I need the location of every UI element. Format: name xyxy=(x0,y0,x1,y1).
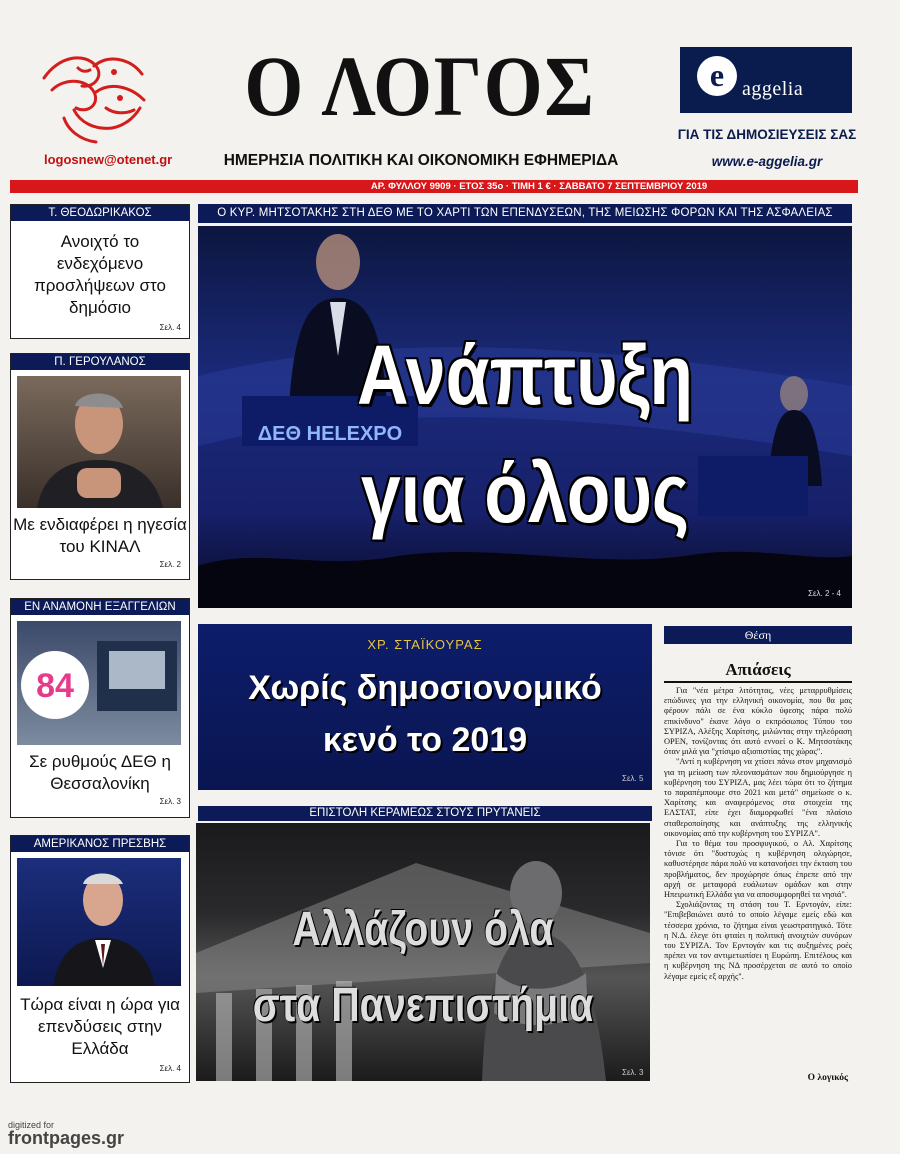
kerameos-kicker: ΕΠΙΣΤΟΛΗ ΚΕΡΑΜΕΩΣ ΣΤΟΥΣ ΠΡΥΤΑΝΕΙΣ xyxy=(198,806,652,821)
page-ref: Σελ. 3 xyxy=(159,797,181,806)
left-story-kicker: Τ. ΘΕΟΔΩΡΙΚΑΚΟΣ xyxy=(11,205,189,221)
e-aggelia-tagline: ΓΙΑ ΤΙΣ ΔΗΜΟΣΙΕΥΣΕΙΣ ΣΑΣ xyxy=(677,127,857,142)
digitized-label: digitized for xyxy=(8,1120,55,1130)
editorial-signature: Ο λογικός xyxy=(807,1073,848,1083)
page-ref: Σελ. 4 xyxy=(159,323,181,332)
divider xyxy=(664,681,852,683)
ambassador-photo xyxy=(17,858,181,986)
page-ref: Σελ. 3 xyxy=(622,1068,644,1077)
editorial-paragraph: Για "νέα μέτρα λιτότητας, νέες μεταρρυθμίσεις επώδυνες για την ελληνική οικονομία, που θα μας φέρουν πάλι σε ένα κύκλο ύφεσης πάρα πολύ επικίνδυνο" έκανε λόγο ο εκπρόσωπος Τύπου του ΣΥΡΙΖΑ, Αλέξης Χαρίτσης, μιλώντας στην τηλεόραση OPEN, τονίζοντας ότι αυτό εννοεί ο Κ. Μητσοτάκης όταν μιλά για "χτίσιμο αξιοπιστίας της χώρας". xyxy=(664,686,852,757)
page-ref: Σελ. 2 xyxy=(159,560,181,569)
source-site[interactable]: frontpages.gr xyxy=(8,1128,125,1148)
contact-email[interactable]: logosnew@otenet.gr xyxy=(44,152,173,167)
staikouras-headline-line2[interactable]: κενό το 2019 xyxy=(322,721,528,759)
e-aggelia-logo-icon: e xyxy=(697,56,737,96)
staikouras-kicker: ΧΡ. ΣΤΑΪΚΟΥΡΑΣ xyxy=(367,637,483,652)
left-story-title: Με ενδιαφέρει η ηγεσία του ΚΙΝΑΛ xyxy=(13,515,187,556)
masthead: Ο ΛΟΓΟΣ xyxy=(244,38,596,134)
left-story-kicker: Π. ΓΕΡΟΥΛΑΝΟΣ xyxy=(11,354,189,370)
left-story-3[interactable] xyxy=(10,598,190,818)
editorial-body xyxy=(664,686,852,982)
thessaloniki-photo xyxy=(17,621,181,745)
editorial-section: Θέση xyxy=(664,626,852,644)
editorial-paragraph: Σχολιάζοντας τη στάση του Τ. Ερντογάν, είπε: "Επιβεβαιώνει αυτό το οποίο λέγαμε εμείς εδώ και τέσσερα χρόνια, το ζήτημα είναι γεωστρατηγικό. Τότε η Ν.Δ. έλεγε ότι φταίει η πολιτική ανοιχτών συνόρων του ΣΥΡΙΖΑ. Τον Ερντογάν και τις αυξημένες ροές πρέπει να τον αντιμετωπίσει η Ευρώπη. Επιτέλους και η κυβέρνηση της ΝΔ προσέρχεται σε αυτό το οποίο λέγαμε εμείς εξ αρχής". xyxy=(664,900,852,981)
left-story-4[interactable] xyxy=(10,835,190,1083)
masthead-subtitle: ΗΜΕΡΗΣΙΑ ΠΟΛΙΤΙΚΗ ΚΑΙ ΟΙΚΟΝΟΜΙΚΗ ΕΦΗΜΕΡΙΔΑ xyxy=(223,152,619,169)
kerameos-headline-line2[interactable]: στα Πανεπιστήμια xyxy=(252,979,594,1032)
editorial-title[interactable]: Απιάσεις xyxy=(725,660,791,679)
kerameos-headline-line1[interactable]: Αλλάζουν όλα xyxy=(292,903,554,956)
hero-kicker: Ο ΚΥΡ. ΜΗΤΣΟΤΑΚΗΣ ΣΤΗ ΔΕΘ ΜΕ ΤΟ ΧΑΡΤΙ ΤΩΝ ΕΠΕΝΔΥΣΕΩΝ, ΤΗΣ ΜΕΙΩΣΗΣ ΦΟΡΩΝ ΚΑΙ ΤΗΣ ΑΣΦΑΛΕΙΑΣ xyxy=(198,204,852,223)
e-aggelia-brand: aggelia xyxy=(742,78,804,100)
left-story-2[interactable] xyxy=(10,353,190,580)
expo-logo-icon: 84 xyxy=(36,667,74,705)
left-story-title: Σε ρυθμούς ΔΕΘ η Θεσσαλονίκη xyxy=(29,752,171,793)
doves-logo-icon xyxy=(34,48,152,148)
podium-sign: ΔΕΘ HELEXPO xyxy=(257,423,403,445)
e-aggelia-url[interactable]: www.e-aggelia.gr xyxy=(711,154,823,169)
left-story-kicker: ΕΝ ΑΝΑΜΟΝΗ ΕΞΑΓΓΕΛΙΩΝ xyxy=(11,599,189,615)
hero-headline-line1[interactable]: Ανάπτυξη xyxy=(356,328,694,422)
portrait-photo xyxy=(17,376,181,508)
page-ref: Σελ. 4 xyxy=(159,1064,181,1073)
issue-bar xyxy=(10,180,858,193)
hero-headline-line2[interactable]: για όλους xyxy=(360,446,690,540)
issue-line: ΑΡ. ΦΥΛΛΟΥ 9909 · ΕΤΟΣ 35ο · ΤΙΜΗ 1 € · ΣΑΒΒΑΤΟ 7 ΣΕΠΤΕΜΒΡΙΟΥ 2019 xyxy=(370,181,708,192)
left-story-kicker: ΑΜΕΡΙΚΑΝΟΣ ΠΡΕΣΒΗΣ xyxy=(11,836,189,852)
staikouras-headline-line1[interactable]: Χωρίς δημοσιονομικό xyxy=(248,669,602,707)
page-ref: Σελ. 5 xyxy=(622,774,644,783)
left-story-title: Τώρα είναι η ώρα για επενδύσεις στην Ελλάδα xyxy=(20,995,180,1058)
page-ref: Σελ. 2 - 4 xyxy=(808,589,841,598)
editorial-paragraph: Για το θέμα του προσφυγικού, ο Αλ. Χαρίτσης τόνισε ότι "δυστυχώς η κυβέρνηση ολιγώρησε, καθυστέρησε πάρα πολύ να κατανοήσει την έκταση του προβλήματος, δεν προχώρησε όπως έπρεπε από την αρχή σε μεταφορά ευάλωτων ομάδων και στην Ηπειρωτική Ελλάδα για να αποσυμφορηθεί τα νησιά". xyxy=(664,839,852,900)
left-story-title: Ανοιχτό το ενδεχόμενο προσλήψεων στο δημόσιο xyxy=(34,232,166,317)
editorial-paragraph: "Αντί η κυβέρνηση να χτίσει πάνω στον μηχανισμό για τη μείωση των πλεονασμάτων που δημιούργησε η κυβέρνηση του ΣΥΡΙΖΑ, μας λέει τώρα ότι το ζήτημα το παραπέμπουμε στο 2021 και μετά" σημείωσε ο κ. Χαρίτσης και αναφερόμενος στα στοιχεία της ΕΛΣΤΑΤ, είπε έχει διαμορφωθεί "ένα πλαίσιο σταθεροποίησης και ανάπτυξης της ελληνικής οικονομίας από την κυβέρνηση του ΣΥΡΙΖΑ". xyxy=(664,757,852,838)
left-story-1[interactable] xyxy=(10,204,190,339)
